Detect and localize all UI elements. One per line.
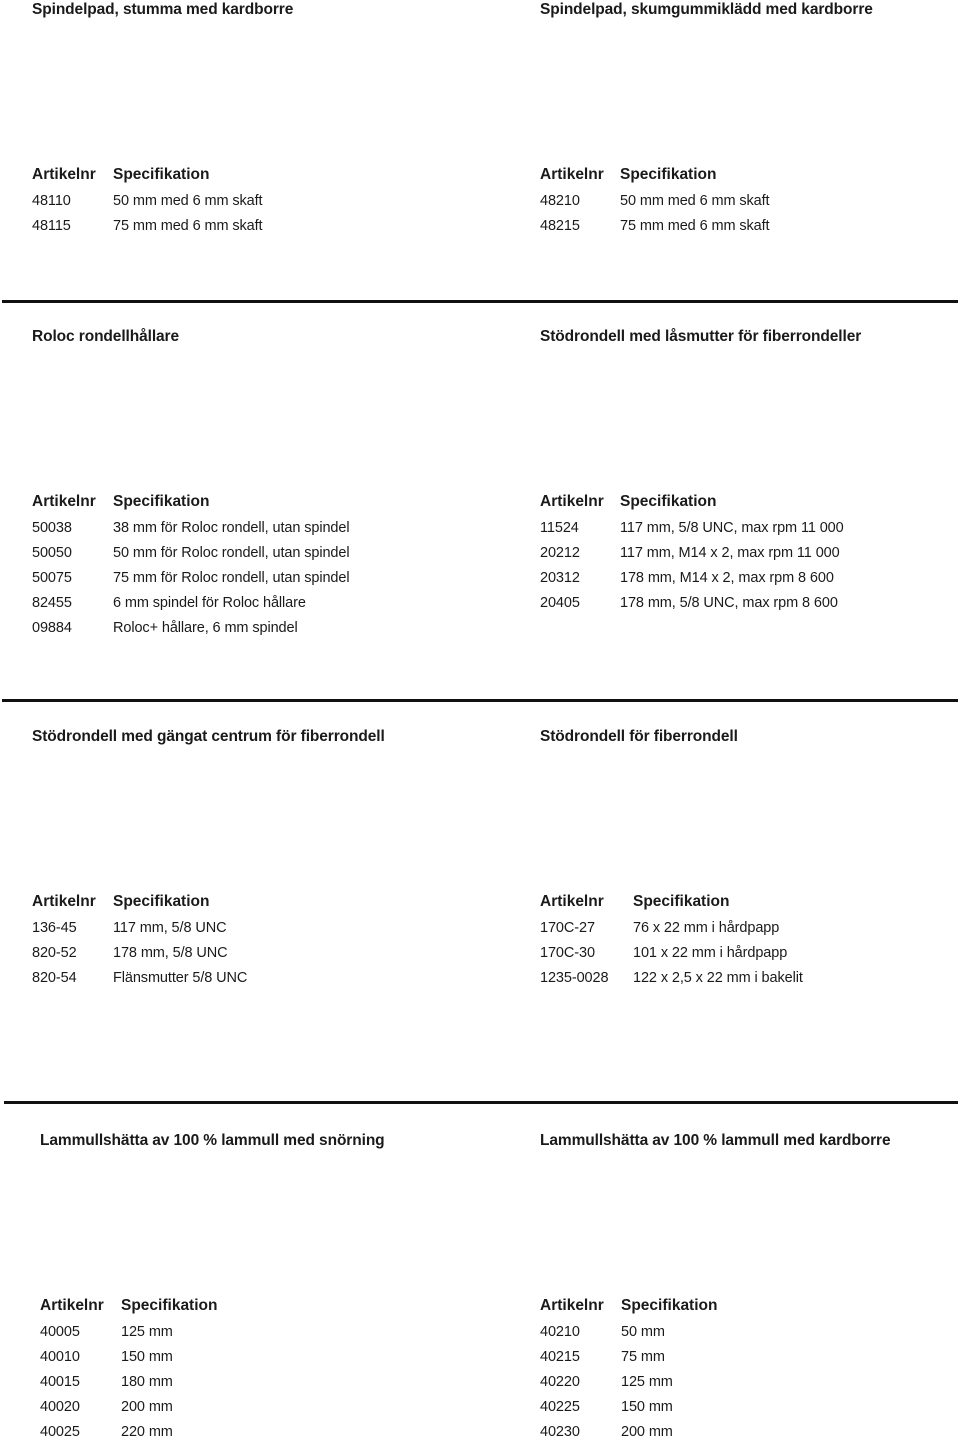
article-number: 170C-30 <box>540 945 595 961</box>
article-number: 40015 <box>40 1374 80 1390</box>
article-number: 820-52 <box>32 945 77 961</box>
specification: 200 mm <box>621 1424 673 1440</box>
article-number: 820-54 <box>32 970 77 986</box>
specification: 125 mm <box>621 1374 673 1390</box>
article-number: 48215 <box>540 218 580 234</box>
specification: 125 mm <box>121 1324 173 1340</box>
article-number: 09884 <box>32 620 72 636</box>
section-title: Stödrondell med gängat centrum för fiberrondell <box>32 728 385 745</box>
article-number: 40230 <box>540 1424 580 1440</box>
specification: 220 mm <box>121 1424 173 1440</box>
section-title: Stödrondell med låsmutter för fiberrondeller <box>540 328 862 345</box>
specification: 38 mm för Roloc rondell, utan spindel <box>113 520 350 536</box>
specification: 76 x 22 mm i hårdpapp <box>633 920 780 936</box>
column-header-artikelnr: Artikelnr <box>32 166 96 183</box>
column-header-artikelnr: Artikelnr <box>540 493 604 510</box>
article-number: 40210 <box>540 1324 580 1340</box>
column-header-artikelnr: Artikelnr <box>32 493 96 510</box>
article-number: 50075 <box>32 570 72 586</box>
specification: 178 mm, 5/8 UNC, max rpm 8 600 <box>620 595 838 611</box>
specification: 75 mm för Roloc rondell, utan spindel <box>113 570 350 586</box>
section-title: Spindelpad, stumma med kardborre <box>32 1 294 18</box>
specification: 117 mm, 5/8 UNC, max rpm 11 000 <box>620 520 844 536</box>
article-number: 20212 <box>540 545 580 561</box>
specification: 200 mm <box>121 1399 173 1415</box>
specification: 75 mm <box>621 1349 665 1365</box>
column-header-specifikation: Specifikation <box>620 493 717 510</box>
column-header-specifikation: Specifikation <box>113 166 210 183</box>
column-header-artikelnr: Artikelnr <box>32 893 96 910</box>
article-number: 48210 <box>540 193 580 209</box>
article-number: 40225 <box>540 1399 580 1415</box>
specification: 50 mm <box>621 1324 665 1340</box>
article-number: 40215 <box>540 1349 580 1365</box>
specification: 101 x 22 mm i hårdpapp <box>633 945 788 961</box>
specification: 122 x 2,5 x 22 mm i bakelit <box>633 970 803 986</box>
specification: 75 mm med 6 mm skaft <box>113 218 263 234</box>
section-divider <box>2 300 958 303</box>
section-divider <box>4 1101 958 1104</box>
column-header-specifikation: Specifikation <box>113 493 210 510</box>
article-number: 20405 <box>540 595 580 611</box>
specification: 150 mm <box>121 1349 173 1365</box>
section-title: Lammullshätta av 100 % lammull med kardborre <box>540 1132 891 1149</box>
specification: 178 mm, 5/8 UNC <box>113 945 228 961</box>
article-number: 48110 <box>32 193 71 209</box>
article-number: 20312 <box>540 570 580 586</box>
section-title: Spindelpad, skumgummiklädd med kardborre <box>540 1 873 18</box>
article-number: 82455 <box>32 595 72 611</box>
section-title: Roloc rondellhållare <box>32 328 180 345</box>
column-header-artikelnr: Artikelnr <box>540 1297 604 1314</box>
article-number: 40220 <box>540 1374 580 1390</box>
column-header-specifikation: Specifikation <box>633 893 730 910</box>
column-header-specifikation: Specifikation <box>113 893 210 910</box>
specification: 50 mm för Roloc rondell, utan spindel <box>113 545 350 561</box>
specification: 50 mm med 6 mm skaft <box>620 193 770 209</box>
article-number: 170C-27 <box>540 920 595 936</box>
column-header-specifikation: Specifikation <box>121 1297 218 1314</box>
specification: 6 mm spindel för Roloc hållare <box>113 595 306 611</box>
specification: Flänsmutter 5/8 UNC <box>113 970 248 986</box>
specification: 50 mm med 6 mm skaft <box>113 193 263 209</box>
specification: 150 mm <box>621 1399 673 1415</box>
article-number: 1235-0028 <box>540 970 609 986</box>
article-number: 40010 <box>40 1349 80 1365</box>
specification: 75 mm med 6 mm skaft <box>620 218 770 234</box>
article-number: 11524 <box>540 520 579 536</box>
article-number: 48115 <box>32 218 71 234</box>
article-number: 50050 <box>32 545 72 561</box>
column-header-artikelnr: Artikelnr <box>540 893 604 910</box>
section-title: Stödrondell för fiberrondell <box>540 728 738 745</box>
specification: 117 mm, M14 x 2, max rpm 11 000 <box>620 545 840 561</box>
column-header-artikelnr: Artikelnr <box>40 1297 104 1314</box>
section-title: Lammullshätta av 100 % lammull med snörning <box>40 1132 385 1149</box>
article-number: 136-45 <box>32 920 77 936</box>
article-number: 40020 <box>40 1399 80 1415</box>
section-divider <box>2 699 958 702</box>
column-header-specifikation: Specifikation <box>620 166 717 183</box>
article-number: 40005 <box>40 1324 80 1340</box>
column-header-specifikation: Specifikation <box>621 1297 718 1314</box>
specification: 117 mm, 5/8 UNC <box>113 920 227 936</box>
specification: 178 mm, M14 x 2, max rpm 8 600 <box>620 570 834 586</box>
article-number: 50038 <box>32 520 72 536</box>
specification: Roloc+ hållare, 6 mm spindel <box>113 620 298 636</box>
column-header-artikelnr: Artikelnr <box>540 166 604 183</box>
specification: 180 mm <box>121 1374 173 1390</box>
article-number: 40025 <box>40 1424 80 1440</box>
